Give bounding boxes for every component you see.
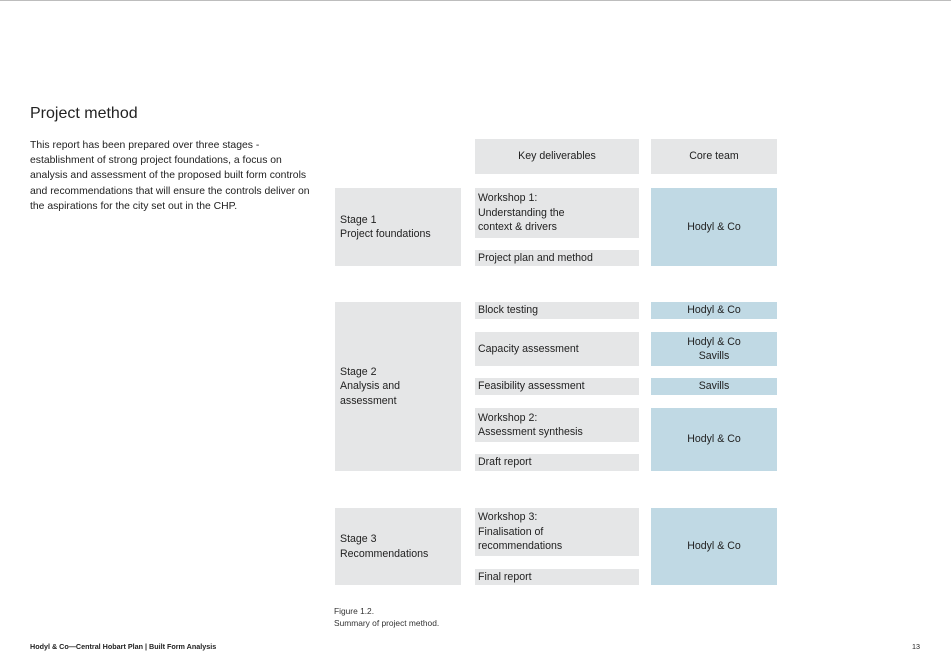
header-core-team: Core team [651, 139, 777, 174]
page-number: 13 [912, 642, 920, 651]
intro-paragraph: This report has been prepared over three stages - establishment of strong project foundations, a focus on analysis and assessment of the proposed built form controls and recommendations that will ensure the controls deliver on the aspirations for the city set out in the CHP. [30, 140, 310, 212]
deliverable-workshop-3: Workshop 3: Finalisation of recommendations [475, 508, 639, 556]
team-feasibility-assessment: Savills [651, 378, 777, 395]
figure-caption [334, 606, 439, 629]
team-block-testing: Hodyl & Co [651, 302, 777, 319]
deliverable-final-report: Final report [475, 569, 639, 585]
deliverable-feasibility-assessment: Feasibility assessment [475, 378, 639, 395]
team-stage-1: Hodyl & Co [651, 188, 777, 266]
team-workshop-2-draft: Hodyl & Co [651, 408, 777, 471]
stage-3-label: Stage 3 Recommendations [335, 508, 461, 585]
deliverable-project-plan: Project plan and method [475, 250, 639, 266]
top-rule [0, 0, 951, 1]
deliverable-workshop-1: Workshop 1: Understanding the context & drivers [475, 188, 639, 238]
team-capacity-assessment: Hodyl & Co Savills [651, 332, 777, 366]
figure-caption-text: Summary of project method. [334, 617, 440, 628]
stage-2-label: Stage 2 Analysis and assessment [335, 302, 461, 471]
team-stage-3: Hodyl & Co [651, 508, 777, 585]
deliverable-draft-report: Draft report [475, 454, 639, 471]
deliverable-workshop-2: Workshop 2: Assessment synthesis [475, 408, 639, 442]
footer-title: Hodyl & Co—Central Hobart Plan | Built Form Analysis [30, 642, 217, 651]
page-title: Project method [30, 105, 138, 122]
figure-number: Figure 1.2. [334, 606, 375, 616]
deliverable-block-testing: Block testing [475, 302, 639, 319]
header-key-deliverables: Key deliverables [475, 139, 639, 174]
deliverable-capacity-assessment: Capacity assessment [475, 332, 639, 366]
stage-1-label: Stage 1 Project foundations [335, 188, 461, 266]
